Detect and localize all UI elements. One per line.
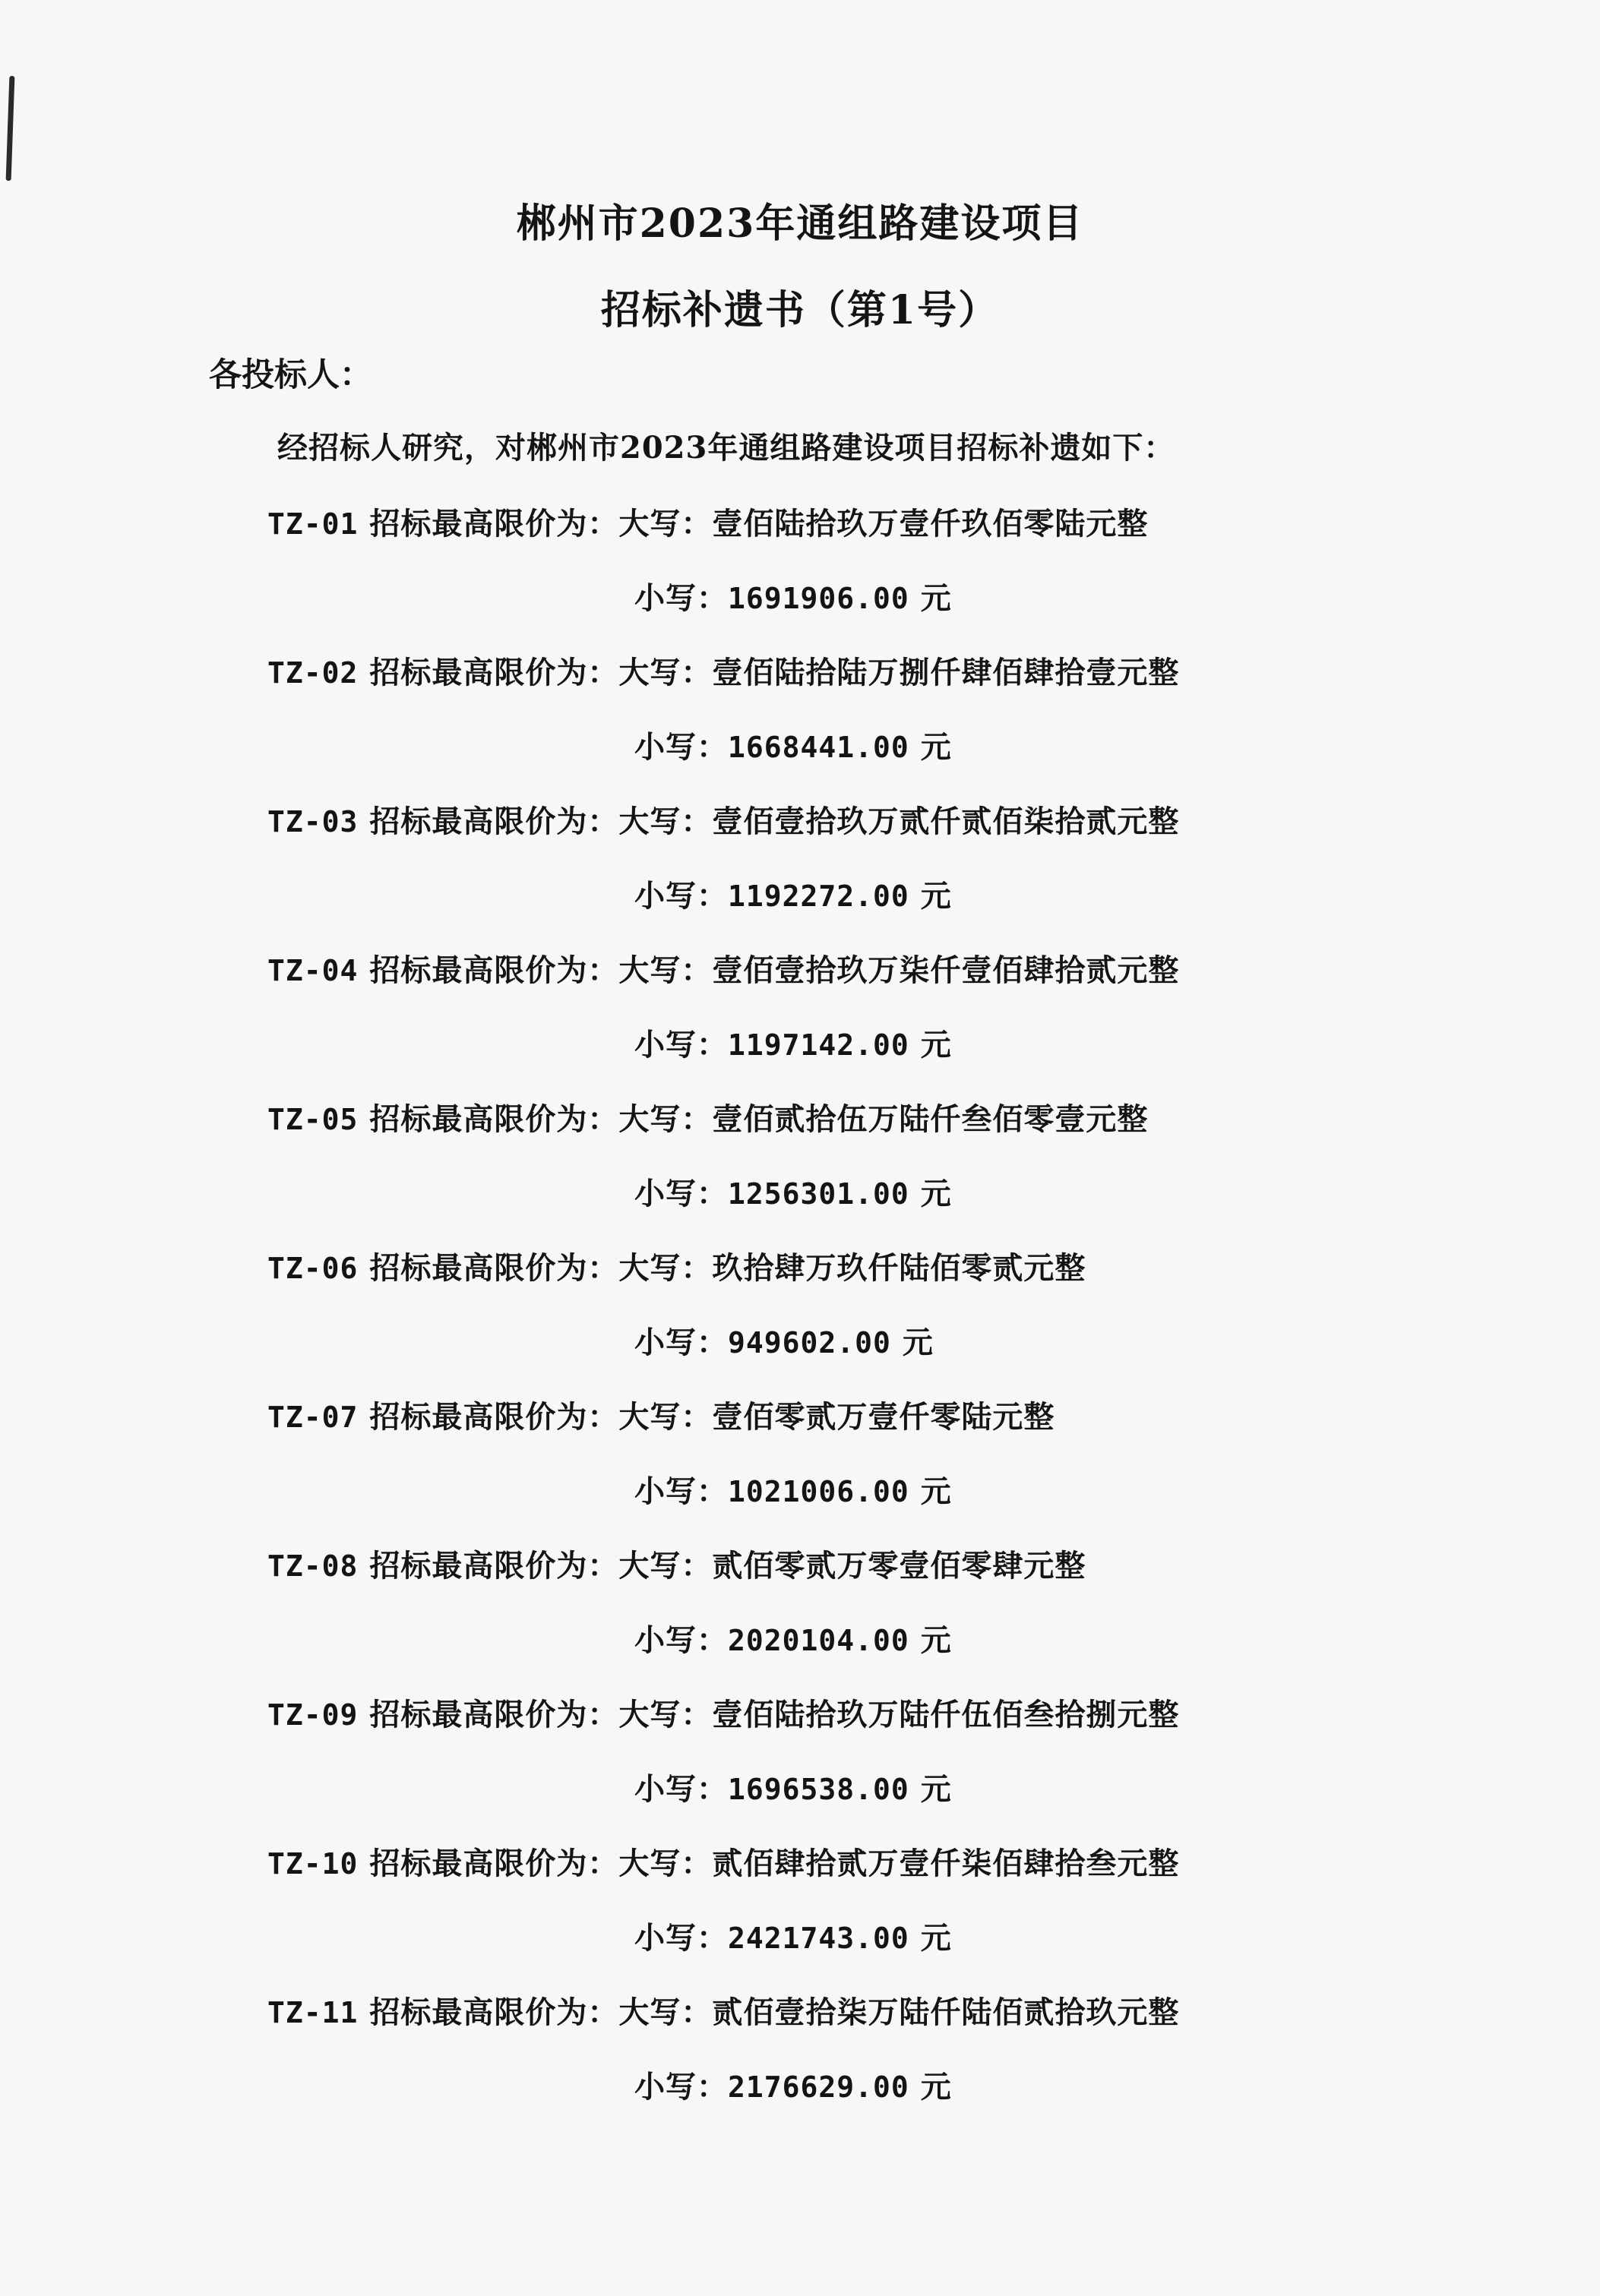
upper-amount: 贰佰壹拾柒万陆仟陆佰贰拾玖元整 — [712, 1994, 1180, 2030]
upper-amount: 壹佰壹拾玖万贰仟贰佰柒拾贰元整 — [712, 804, 1180, 839]
price-item-upper-line — [267, 1988, 1179, 2032]
section-code: TZ-03 — [267, 805, 359, 838]
currency-unit: 元 — [920, 1771, 952, 1807]
upper-label: 大写： — [618, 506, 713, 542]
price-item-upper-line — [267, 1095, 1148, 1139]
price-item — [0, 946, 1600, 1095]
max-price-label: 招标最高限价为： — [369, 1994, 619, 2030]
upper-label: 大写： — [618, 1250, 713, 1286]
lower-amount: 2421743.00 — [728, 1922, 909, 1955]
currency-unit: 元 — [920, 1920, 952, 1956]
lower-label: 小写： — [634, 1473, 728, 1509]
scan-edge-mark — [6, 76, 15, 181]
currency-unit: 元 — [920, 729, 952, 765]
section-code: TZ-02 — [267, 656, 359, 690]
upper-amount: 壹佰陆拾玖万陆仟伍佰叁拾捌元整 — [712, 1697, 1180, 1732]
lower-label: 小写： — [634, 878, 728, 914]
upper-label: 大写： — [618, 1994, 713, 2030]
currency-unit: 元 — [920, 878, 952, 914]
lower-amount: 1197142.00 — [728, 1028, 909, 1062]
price-item-lower-line — [634, 2063, 952, 2106]
lower-label: 小写： — [634, 1622, 728, 1658]
currency-unit: 元 — [920, 1622, 952, 1658]
section-code: TZ-07 — [267, 1401, 359, 1434]
price-item-lower-line — [634, 1616, 952, 1660]
max-price-label: 招标最高限价为： — [369, 1250, 619, 1286]
price-item-lower-line — [634, 1765, 952, 1808]
price-item-upper-line — [267, 649, 1179, 692]
price-item — [0, 1393, 1600, 1542]
price-item-lower-line — [634, 1914, 952, 1957]
max-price-label: 招标最高限价为： — [369, 1548, 619, 1584]
price-list — [0, 500, 1600, 2137]
upper-label: 大写： — [618, 952, 713, 988]
price-item-upper-line — [267, 1542, 1086, 1585]
lower-amount: 1696538.00 — [728, 1773, 909, 1806]
price-item-upper-line — [267, 1393, 1055, 1436]
lower-amount: 1021006.00 — [728, 1475, 909, 1508]
max-price-label: 招标最高限价为： — [369, 952, 619, 988]
max-price-label: 招标最高限价为： — [369, 655, 619, 690]
currency-unit: 元 — [920, 580, 952, 616]
upper-amount: 壹佰贰拾伍万陆仟叁佰零壹元整 — [712, 1101, 1149, 1137]
price-item — [0, 797, 1600, 946]
price-item-lower-line — [634, 872, 952, 915]
price-item — [0, 500, 1600, 649]
max-price-label: 招标最高限价为： — [369, 1846, 619, 1881]
price-item-upper-line — [267, 1840, 1179, 1883]
section-code: TZ-08 — [267, 1549, 359, 1583]
upper-amount: 壹佰陆拾玖万壹仟玖佰零陆元整 — [712, 506, 1149, 542]
lower-label: 小写： — [634, 1176, 728, 1211]
price-item — [0, 1095, 1600, 1244]
price-item — [0, 1988, 1600, 2137]
lower-amount: 1256301.00 — [728, 1177, 909, 1211]
currency-unit: 元 — [920, 2069, 952, 2105]
lower-label: 小写： — [634, 1027, 728, 1063]
price-item-lower-line — [634, 574, 952, 617]
lower-amount: 2020104.00 — [728, 1624, 909, 1657]
max-price-label: 招标最高限价为： — [369, 1399, 619, 1435]
lower-label: 小写： — [634, 2069, 728, 2105]
price-item — [0, 1542, 1600, 1691]
upper-label: 大写： — [618, 1846, 713, 1881]
section-code: TZ-09 — [267, 1698, 359, 1732]
section-code: TZ-06 — [267, 1252, 359, 1285]
price-item-upper-line — [267, 946, 1179, 990]
document-subtitle: 招标补遗书（第1号） — [600, 287, 1000, 333]
lower-amount: 949602.00 — [728, 1326, 891, 1360]
intro-paragraph: 经招标人研究，对郴州市2023年通组路建设项目招标补遗如下： — [277, 430, 1175, 466]
price-item — [0, 1244, 1600, 1393]
price-item-lower-line — [634, 1170, 952, 1213]
currency-unit: 元 — [920, 1027, 952, 1063]
price-item-lower-line — [634, 1021, 952, 1064]
upper-label: 大写： — [618, 1548, 713, 1584]
upper-amount: 贰佰肆拾贰万壹仟柒佰肆拾叁元整 — [712, 1846, 1180, 1881]
price-item — [0, 649, 1600, 797]
upper-amount: 壹佰零贰万壹仟零陆元整 — [712, 1399, 1055, 1435]
price-item-lower-line — [634, 723, 952, 766]
price-item-upper-line — [267, 1691, 1179, 1734]
section-code: TZ-05 — [267, 1103, 359, 1136]
section-code: TZ-10 — [267, 1847, 359, 1881]
max-price-label: 招标最高限价为： — [369, 1697, 619, 1732]
price-item-upper-line — [267, 797, 1179, 841]
lower-amount: 1691906.00 — [728, 582, 909, 615]
document-title: 郴州市2023年通组路建设项目 — [516, 201, 1084, 247]
max-price-label: 招标最高限价为： — [369, 804, 619, 839]
upper-amount: 壹佰壹拾玖万柒仟壹佰肆拾贰元整 — [712, 952, 1180, 988]
currency-unit: 元 — [920, 1473, 952, 1509]
lower-label: 小写： — [634, 1771, 728, 1807]
lower-label: 小写： — [634, 580, 728, 616]
lower-amount: 1192272.00 — [728, 880, 909, 913]
currency-unit: 元 — [920, 1176, 952, 1211]
price-item-upper-line — [267, 500, 1148, 543]
upper-label: 大写： — [618, 1101, 713, 1137]
price-item-lower-line — [634, 1467, 952, 1511]
upper-amount: 贰佰零贰万零壹佰零肆元整 — [712, 1548, 1086, 1584]
salutation: 各投标人： — [209, 356, 372, 394]
lower-amount: 1668441.00 — [728, 731, 909, 764]
price-item — [0, 1840, 1600, 1988]
section-code: TZ-01 — [267, 507, 359, 541]
price-item-upper-line — [267, 1244, 1086, 1287]
upper-label: 大写： — [618, 1697, 713, 1732]
currency-unit: 元 — [902, 1325, 934, 1360]
upper-amount: 壹佰陆拾陆万捌仟肆佰肆拾壹元整 — [712, 655, 1180, 690]
upper-label: 大写： — [618, 655, 713, 690]
upper-amount: 玖拾肆万玖仟陆佰零贰元整 — [712, 1250, 1086, 1286]
upper-label: 大写： — [618, 1399, 713, 1435]
lower-label: 小写： — [634, 1325, 728, 1360]
lower-label: 小写： — [634, 1920, 728, 1956]
max-price-label: 招标最高限价为： — [369, 1101, 619, 1137]
lower-label: 小写： — [634, 729, 728, 765]
max-price-label: 招标最高限价为： — [369, 506, 619, 542]
price-item — [0, 1691, 1600, 1840]
upper-label: 大写： — [618, 804, 713, 839]
price-item-lower-line — [634, 1319, 934, 1362]
lower-amount: 2176629.00 — [728, 2070, 909, 2104]
section-code: TZ-04 — [267, 954, 359, 987]
section-code: TZ-11 — [267, 1996, 359, 2029]
